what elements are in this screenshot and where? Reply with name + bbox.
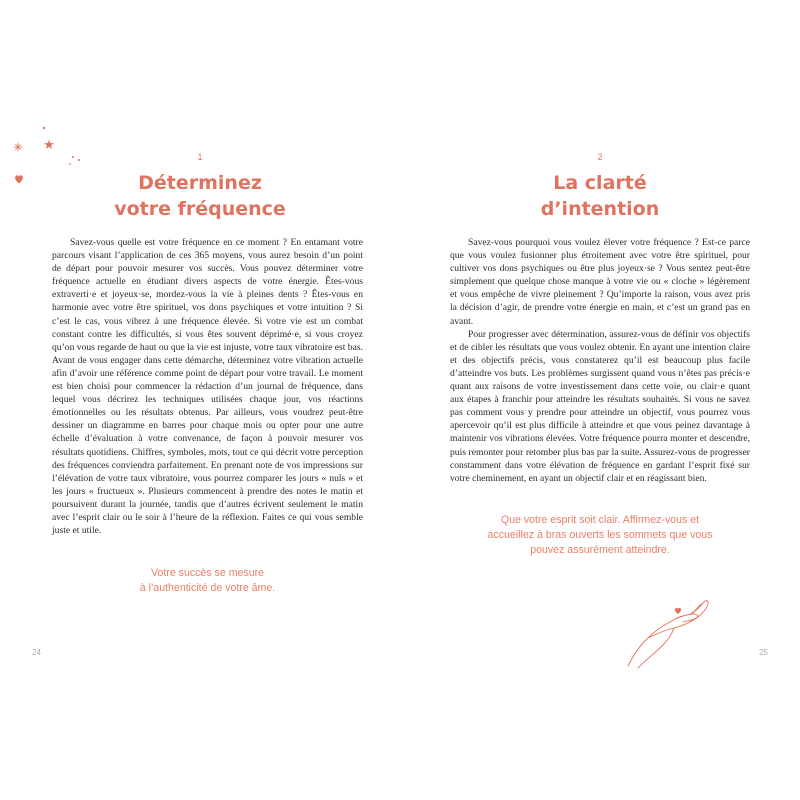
- dot-icon: [69, 163, 71, 165]
- star-icon: [44, 140, 54, 150]
- chapter-title-line: votre fréquence: [114, 198, 286, 220]
- pull-quote-line: Votre succès se mesure: [150, 567, 265, 579]
- chapter-number: 2: [597, 152, 603, 162]
- chapter-title-line: d’intention: [540, 198, 660, 220]
- pull-quote-line: pouvez assurément atteindre.: [530, 544, 670, 556]
- paragraph: Savez-vous pourquoi vous voulez élever votre fréquence ? Est-ce parce que vous voulez fusionner plus étroitement avec votre être spirituel, pour cultiver vos dons psychiques ou être plus joyeux·se ? Vous sentez peut-être simplement que quelque chose manque à votre vie ou « cloche » légèrement et vous empêche de vivre pleinement ? Qu’importe la raison, vous avez pris la décision d’agir, de prendre votre énergie en main, et c’est un grand pas en avant.: [450, 237, 750, 327]
- chapter-number: 1: [197, 152, 203, 162]
- chapter-title: [400, 170, 800, 222]
- open-hand-icon: [626, 590, 716, 670]
- body-text: [450, 236, 750, 485]
- pull-quote-line: Que votre esprit soit clair. Affirmez-vous et: [500, 514, 700, 526]
- page-number: 24: [32, 648, 41, 657]
- pull-quote-line: accueillez à bras ouverts les sommets que vous: [487, 529, 713, 541]
- paragraph: Pour progresser avec détermination, assurez-vous de définir vos objectifs et de cibler les résultats que vous voulez obtenir. En ayant une intention claire et des objectifs précis, vous constaterez qu’il est beaucoup plus facile d’atteindre vos buts. Les problèmes surgissent quand vous n’êtes pas précis·e quant aux raisons de votre investissement dans cette voie, ou clair·e quant aux étapes à franchir pour atteindre les résultats souhaités. Si vous ne savez pas comment vous y prendre pour atteindre un objectif, vous pourrez vous apercevoir qu’il est plus difficile à atteindre et que vous peinez davantage à maintenir vos vibrations élevées. Votre fréquence pourra monter et descendre, puis remonter pour retomber plus bas par la suite. Assurez-vous de progresser constamment dans votre élévation de fréquence en gardant l’esprit fixé sur votre cheminement, en ayant un objectif clair et en réagissant bien.: [450, 328, 750, 484]
- sparkle-icon: [14, 143, 22, 151]
- paragraph: Savez-vous quelle est votre fréquence en ce moment ? En entamant votre parcours visant l’application de ces 365 moyens, vous aurez besoin d’un point de départ pour pouvoir mesurer vos succès. Vous pouvez déterminer votre fréquence actuelle en étudiant divers aspects de votre énergie. Êtes-vous extraverti·e et joyeux·se, mordez-vous la vie à pleines dents ? Êtes-vous en harmonie avec votre être spirituel, vos dons psychiques et votre intuition ? Si c’est le cas, vous vibrez à une fréquence élevée. Si votre vie est un combat constant contre les difficultés, si vous êtes souvent déprimé·e, si vous croyez qu’on vous regarde de haut ou que la vie est injuste, votre taux vibratoire est bas. Avant de vous engager dans cette démarche, déterminez votre vibration actuelle afin d’avoir une référence comme point de départ pour votre travail. Le moment est bien choisi pour commencer la rédaction d’un journal de fréquence, dans lequel vous décrirez les techniques utilisées chaque jour, vos réactions émotionnelles ou les résultats obtenus. Par ailleurs, vous voudrez peut-être dessiner un diagramme en barres pour chaque mois ou opter pour une autre échelle d’évaluation à votre convenance, de façon à pouvoir mesurer vos résultats quotidiens. Chiffres, symboles, mots, tout ce qui décrit votre perception des fréquences conviendra parfaitement. En prenant note de vos impressions sur l’élévation de votre taux vibratoire, vous pourrez comparer les jours « nuls » et les jours « fructueux ». Plusieurs commencent à prendre des notes le matin et poursuivent durant la journée, tandis que d’autres écrivent seulement le matin avec l’esprit clair ou le soir à l’heure de la réflexion. Faites ce qui vous semble juste et utile.: [52, 237, 363, 537]
- chapter-title: [0, 170, 400, 222]
- page-number: 25: [759, 648, 768, 657]
- pull-quote: [52, 566, 363, 596]
- chapter-title-line: La clarté: [553, 172, 647, 194]
- heart-icon: [675, 608, 681, 614]
- pull-quote: [450, 513, 750, 558]
- pull-quote-line: à l’authenticité de votre âme.: [139, 582, 276, 594]
- chapter-title-line: Déterminez: [138, 172, 262, 194]
- body-text: [52, 236, 363, 537]
- dot-icon: [43, 127, 45, 129]
